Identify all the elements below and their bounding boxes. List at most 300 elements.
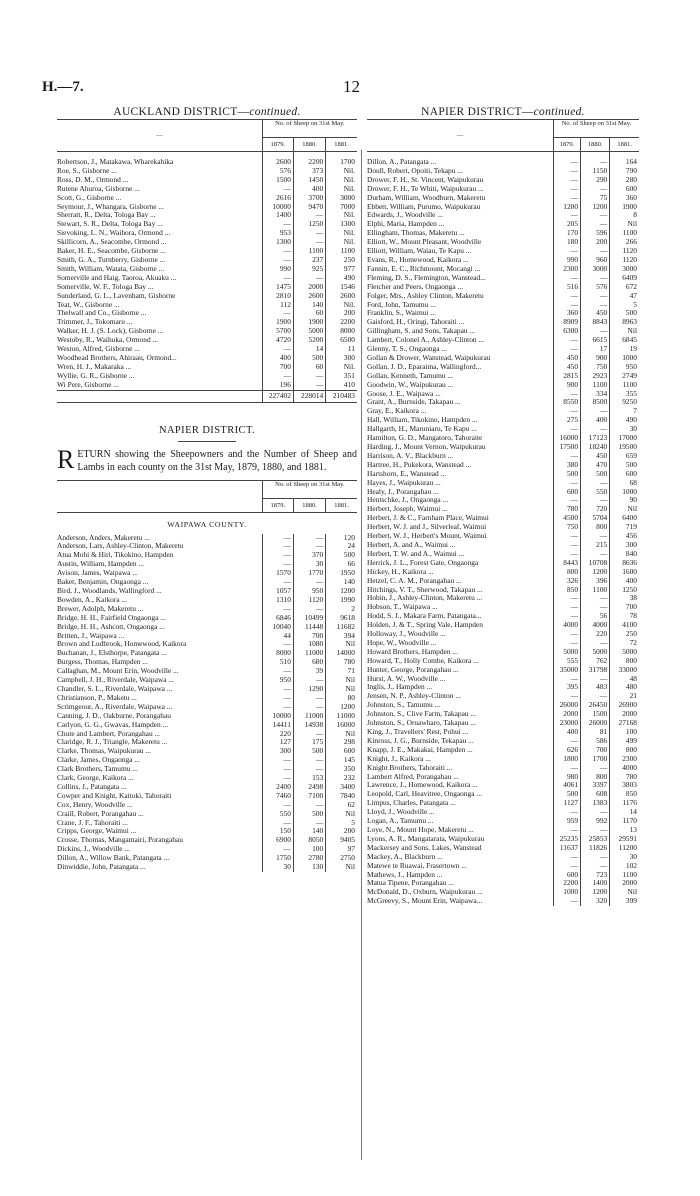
table-row — [367, 621, 639, 630]
owner-name: Claridge, R. J., Triangle, Makeretu ... — [57, 738, 168, 747]
table-row — [57, 542, 357, 551]
table-row — [57, 640, 357, 649]
sheep-count: — — [553, 853, 580, 862]
auckland-table — [57, 119, 357, 403]
table-row — [57, 256, 357, 265]
sheep-count: — — [262, 845, 293, 854]
table-row — [57, 774, 357, 783]
owner-name: Stewart, S. R., Delta, Tologa Bay ... — [57, 220, 163, 229]
sheep-count: 1057 — [262, 587, 293, 596]
sheep-count: 334 — [581, 390, 610, 399]
sheep-count: 395 — [553, 683, 580, 692]
sheep-count: 4061 — [553, 781, 580, 790]
table-row — [57, 845, 357, 854]
table-row — [57, 658, 357, 667]
sheep-count: — — [293, 605, 325, 614]
sheep-count: 1100 — [293, 247, 325, 256]
sheep-count: 3000 — [326, 194, 357, 203]
sheep-count: 2616 — [262, 194, 293, 203]
owner-name: Clark, George, Kaikora ... — [57, 774, 134, 783]
table-row — [367, 764, 639, 773]
sheep-count: 626 — [553, 746, 580, 755]
sheep-count: Nil — [326, 863, 357, 872]
owner-name: Hentschke, J., Ongaonga ... — [367, 496, 449, 505]
sheep-count: 5000 — [293, 327, 325, 336]
sheep-count: — — [262, 640, 293, 649]
table-row — [367, 710, 639, 719]
sheep-count: 1100 — [610, 871, 639, 880]
sheep-count: — — [293, 703, 325, 712]
sheep-count: — — [553, 194, 580, 203]
sheep-count: 1500 — [262, 176, 293, 185]
owner-name: Inglis, J., Hampden ... — [367, 683, 433, 692]
table-row — [367, 229, 639, 238]
owner-name: Hickey, H., Kaikora ... — [367, 567, 434, 576]
sheep-count: 31798 — [581, 666, 610, 675]
sheep-count: 1100 — [581, 586, 610, 595]
table-row — [367, 773, 639, 782]
sheep-count: — — [262, 765, 293, 774]
sheep-count: — — [581, 692, 610, 701]
sheep-count: 220 — [581, 630, 610, 639]
sheep-count: 2923 — [581, 372, 610, 381]
table-row — [57, 265, 357, 274]
table-row — [367, 309, 639, 318]
sheep-count: 71 — [326, 667, 357, 676]
sheep-count: — — [262, 247, 293, 256]
sheep-count: 250 — [610, 630, 639, 639]
owner-name: Baker, H. E., Seacombe, Gisborne ... — [57, 247, 166, 256]
sheep-count: 720 — [581, 505, 610, 514]
owner-name: Mathews, J., Hampden ... — [367, 870, 443, 879]
table-row — [57, 605, 357, 614]
sheep-count: 4720 — [262, 336, 293, 345]
sheep-count: 8443 — [553, 559, 580, 568]
sheep-count: 400 — [553, 728, 580, 737]
sheep-count: — — [581, 550, 610, 559]
sheep-count: 990 — [553, 256, 580, 265]
sheep-count: Nil — [326, 640, 357, 649]
table-row — [57, 381, 357, 390]
table-row — [367, 683, 639, 692]
total-value: 210483 — [326, 390, 357, 402]
heading-rule — [178, 441, 236, 442]
sheep-count: 596 — [581, 229, 610, 238]
table-row — [57, 587, 357, 596]
table-row — [367, 781, 639, 790]
sheep-count: 300 — [610, 541, 639, 550]
sheep-count: — — [553, 532, 580, 541]
county-heading-row — [57, 512, 357, 534]
sheep-count: 140 — [326, 578, 357, 587]
sheep-count: 555 — [553, 657, 580, 666]
owner-name: Austin, William, Hampden ... — [57, 560, 145, 569]
table-row — [57, 203, 357, 212]
owner-name: Lloyd, J., Woodville ... — [367, 808, 435, 817]
sheep-count: — — [262, 551, 293, 560]
owner-name: Callaghan, M., Mount Erin, Woodville ... — [57, 667, 179, 676]
owner-name: Gray, E., Kaikora ... — [367, 407, 427, 416]
owner-name: Woodhead Brothers, Ahiraau, Ormond... — [57, 353, 177, 362]
sheep-count: 11826 — [581, 844, 610, 853]
sheep-count: 17000 — [610, 434, 639, 443]
table-row — [57, 560, 357, 569]
sheep-count: 200 — [326, 309, 357, 318]
owner-name: Drower, F. H., Te Whiti, Waipukurau ... — [367, 184, 484, 193]
sheep-count: 5000 — [610, 648, 639, 657]
sheep-count: 1700 — [581, 755, 610, 764]
owner-name: Bridge, H. H., Fairfield Ongaonga ... — [57, 613, 166, 622]
table-row — [367, 648, 639, 657]
sheep-count: 14411 — [262, 721, 293, 730]
table-row — [367, 443, 639, 452]
sheep-count: 400 — [581, 416, 610, 425]
sheep-count: 2600 — [293, 292, 325, 301]
sheep-count: 11000 — [293, 649, 325, 658]
sheep-count: Nil — [610, 505, 639, 514]
sheep-count: 1120 — [293, 596, 325, 605]
sheep-count: 250 — [326, 256, 357, 265]
table-row — [57, 801, 357, 810]
sheep-count: 56 — [581, 612, 610, 621]
table-row — [57, 220, 357, 229]
sheep-count: 360 — [553, 309, 580, 318]
sheep-count: 8 — [610, 211, 639, 220]
sheep-count: — — [262, 756, 293, 765]
owner-name: Hamilton, G. D., Mangatoro, Tahoraite — [367, 434, 483, 443]
sheep-count: 3397 — [581, 781, 610, 790]
table-row — [367, 372, 639, 381]
sheep-count: — — [581, 862, 610, 871]
table-row — [57, 247, 357, 256]
table-row — [57, 301, 357, 310]
sheep-count: 19500 — [610, 443, 639, 452]
owner-name: McGreevy, S., Mount Erin, Waipawa... — [367, 897, 483, 906]
table-row — [57, 819, 357, 828]
sheep-count: 490 — [326, 274, 357, 283]
sheep-count: 950 — [262, 676, 293, 685]
sheep-count: 5700 — [262, 327, 293, 336]
year-header: 1880. — [293, 498, 325, 512]
sheep-count: 5 — [326, 819, 357, 828]
owner-name: Burgess, Thomas, Hampden ... — [57, 658, 148, 667]
sheep-count: — — [553, 211, 580, 220]
owner-name: Lambert, Colonel A., Ashley-Clinton ... — [367, 336, 485, 345]
sheep-count: 1450 — [293, 176, 325, 185]
table-row — [367, 737, 639, 746]
sheep-count: 499 — [610, 737, 639, 746]
sheep-count: — — [553, 390, 580, 399]
intro-text: ETURN showing the Sheepowners and the Number of Sheep and Lambs in each county on the 31st May, 1879, 1880, and 1881. — [77, 448, 357, 473]
sheep-count: — — [293, 819, 325, 828]
table-row — [367, 541, 639, 550]
owner-name: Goodwin, W., Waipukurau ... — [367, 380, 454, 389]
sheep-count: 27168 — [610, 719, 639, 728]
sheep-count: — — [553, 345, 580, 354]
sheep-count: 700 — [610, 603, 639, 612]
sheep-count: 900 — [581, 354, 610, 363]
sheep-count: 6615 — [581, 336, 610, 345]
sheep-count: 8000 — [262, 649, 293, 658]
sheep-count: — — [293, 534, 325, 543]
auckland-district-heading — [57, 105, 357, 119]
sheep-count: 3000 — [581, 265, 610, 274]
sheep-count: 1400 — [581, 879, 610, 888]
sheep-count-header: No. of Sheep on 31st May. — [262, 120, 357, 138]
table-row — [367, 505, 639, 514]
owner-name: Holloway, J., Woodville ... — [367, 630, 446, 639]
owner-name: Grant, A., Burnside, Takapau ... — [367, 398, 461, 407]
sheep-count: 500 — [293, 747, 325, 756]
owner-name: Ellingham, Thomas, Makeretu ... — [367, 229, 465, 238]
table-row — [367, 817, 639, 826]
table-row — [57, 283, 357, 292]
sheep-count: 1250 — [610, 586, 639, 595]
owner-name: Folger, Mrs., Ashley Clinton, Makeretu — [367, 291, 484, 300]
sheep-count: 373 — [293, 167, 325, 176]
owner-name: Doull, Robert, Opoiti, Tekapu ... — [367, 166, 463, 175]
table-row — [57, 167, 357, 176]
table-row — [367, 496, 639, 505]
owner-name: Hitchings, V. T., Sherwood, Takapau ... — [367, 585, 483, 594]
table-row — [367, 826, 639, 835]
sheep-count: 1100 — [610, 381, 639, 390]
sheep-count: — — [553, 630, 580, 639]
owner-name: Franklin, S., Waimui ... — [367, 309, 436, 318]
table-row — [367, 354, 639, 363]
sheep-count: — — [581, 211, 610, 220]
sheep-count: 170 — [553, 229, 580, 238]
owner-name: Somerville and Haig, Taoroa, Akuaku ... — [57, 273, 177, 282]
table-row — [57, 274, 357, 283]
table-row — [367, 336, 639, 345]
owner-name: Carlyon, G. G., Gwavas, Hampden ... — [57, 720, 169, 729]
sheep-count: — — [262, 694, 293, 703]
sheep-count: 5000 — [581, 648, 610, 657]
table-row — [57, 676, 357, 685]
owner-name: Elliott, W., Mount Pleasant, Woodville — [367, 238, 482, 247]
sheep-count: 2498 — [293, 783, 325, 792]
sheep-count: 81 — [581, 728, 610, 737]
sheep-count: 456 — [610, 532, 639, 541]
sheep-count: 500 — [581, 470, 610, 479]
sheep-count: 1900 — [610, 203, 639, 212]
sheep-count: 6400 — [610, 514, 639, 523]
sheep-count: 6900 — [262, 836, 293, 845]
sheep-count: 75 — [581, 194, 610, 203]
auckland-title: AUCKLAND DISTRICT— — [113, 106, 250, 118]
table-row — [367, 220, 639, 229]
table-row — [367, 479, 639, 488]
sheep-count: 840 — [610, 550, 639, 559]
sheep-count: 26900 — [610, 701, 639, 710]
sheep-count: — — [262, 345, 293, 354]
sheep-count: 60 — [293, 309, 325, 318]
sheep-count: 950 — [610, 363, 639, 372]
sheep-count: 11 — [326, 345, 357, 354]
column-divider — [361, 150, 362, 1160]
owner-name: Herbert, Joseph, Waimui ... — [367, 505, 448, 514]
sheep-count: 8000 — [326, 327, 357, 336]
owner-name: Anderson, Anders, Makeretu ... — [57, 533, 150, 542]
name-header — [57, 480, 262, 512]
sheep-count: — — [293, 372, 325, 381]
sheep-count: 800 — [553, 568, 580, 577]
sheep-count: — — [581, 479, 610, 488]
sheep-count-header: No. of Sheep on 31st May. — [553, 120, 639, 138]
owner-name: Ross, D. M., Ormond ... — [57, 175, 129, 184]
sheep-count: 9405 — [326, 836, 357, 845]
sheep-count: 490 — [610, 416, 639, 425]
owner-name: Fannin, E. C., Richmount, Mocangi ... — [367, 264, 481, 273]
sheep-count: 410 — [326, 381, 357, 390]
sheep-count: 4000 — [553, 621, 580, 630]
table-row — [367, 844, 639, 853]
sheep-count: 992 — [581, 817, 610, 826]
sheep-count: — — [553, 737, 580, 746]
sheep-count: 11682 — [326, 623, 357, 632]
sheep-count: 6500 — [326, 336, 357, 345]
table-row — [367, 238, 639, 247]
table-row — [367, 488, 639, 497]
owner-name: Wren, H. J., Makaraka ... — [57, 362, 132, 371]
table-row — [57, 623, 357, 632]
sheep-count: — — [293, 578, 325, 587]
year-header: 1881. — [610, 138, 639, 152]
sheep-count: 38 — [610, 594, 639, 603]
table-row — [57, 836, 357, 845]
owner-name: Hallgarth, H., Maruniaru, Te Kapu ... — [367, 425, 477, 434]
owner-name: Healy, J., Porangahau ... — [367, 487, 439, 496]
sheep-count: 723 — [581, 871, 610, 880]
table-row — [367, 265, 639, 274]
owner-name: Matewe te Ruawai, Frasertown ... — [367, 861, 467, 870]
owner-name: Hobson, T., Waipawa ... — [367, 603, 438, 612]
sheep-count: 10040 — [262, 623, 293, 632]
table-row — [367, 888, 639, 897]
sheep-count: — — [581, 301, 610, 310]
sheep-count: 6300 — [553, 327, 580, 336]
owner-name: Clarke, Thomas, Waipukurau ... — [57, 747, 151, 756]
owner-name: Goose, J. E., Waipawa ... — [367, 389, 441, 398]
year-header: 1881. — [326, 138, 357, 152]
sheep-count: — — [553, 808, 580, 817]
owner-name: Dickins, J., Woodville ... — [57, 845, 130, 854]
table-row — [367, 719, 639, 728]
year-header: 1880. — [581, 138, 610, 152]
sheep-count: 9250 — [610, 398, 639, 407]
sheep-count: 237 — [293, 256, 325, 265]
sheep-count: 2750 — [326, 854, 357, 863]
sheep-count: 25853 — [581, 835, 610, 844]
sheep-count: — — [262, 819, 293, 828]
table-row — [367, 586, 639, 595]
sheep-count: 800 — [610, 746, 639, 755]
sheep-count: 150 — [262, 827, 293, 836]
sheep-count: 140 — [293, 301, 325, 310]
sheep-count: — — [262, 801, 293, 810]
sheep-count: 350 — [326, 765, 357, 774]
owner-name: Howard Brothers, Hampden ... — [367, 647, 458, 656]
table-row — [367, 630, 639, 639]
sheep-count: 360 — [610, 194, 639, 203]
owner-name: Jensen, N. P., Ashley-Clinton ... — [367, 692, 461, 701]
sheep-count: 2200 — [293, 152, 325, 167]
sheep-count: 17 — [581, 345, 610, 354]
table-row — [367, 152, 639, 167]
sheep-count: — — [581, 220, 610, 229]
sheep-count: 500 — [293, 810, 325, 819]
table-row — [57, 327, 357, 336]
owner-name: Loye, N., Mount Hope, Makeretu ... — [367, 825, 474, 834]
owner-name: Avison, James, Waipawa ... — [57, 569, 138, 578]
table-row — [57, 345, 357, 354]
sheep-count: 500 — [326, 551, 357, 560]
sheep-count: 21 — [610, 692, 639, 701]
sheep-count: 60 — [293, 363, 325, 372]
table-row — [57, 765, 357, 774]
sheep-count: 2200 — [553, 879, 580, 888]
owner-name: Smith, William, Watata, Gisborne ... — [57, 264, 165, 273]
sheep-count: 600 — [553, 871, 580, 880]
table-row — [367, 211, 639, 220]
sheep-count: 90 — [610, 496, 639, 505]
sheep-count: 1300 — [262, 238, 293, 247]
sheep-count: 953 — [262, 229, 293, 238]
table-row — [367, 452, 639, 461]
owner-name: Lyons, A. R., Mangatarata, Waipukurau — [367, 834, 485, 843]
sheep-count: 300 — [262, 747, 293, 756]
sheep-count: 130 — [293, 863, 325, 872]
sheep-count: 8500 — [581, 398, 610, 407]
owner-name: Fleming, D. S., Flemington, Wanstead... — [367, 273, 486, 282]
sheep-count: — — [293, 756, 325, 765]
table-row — [57, 810, 357, 819]
table-row — [367, 283, 639, 292]
sheep-count: 2000 — [293, 283, 325, 292]
table-row — [57, 578, 357, 587]
sheep-count: 2000 — [610, 710, 639, 719]
owner-name: Sunderland, G. L., Lavenham, Gisborne — [57, 291, 176, 300]
sheep-count: 78 — [610, 612, 639, 621]
owner-name: Smith, G. A., Turnberry, Gisborne ... — [57, 255, 166, 264]
sheep-count: — — [553, 603, 580, 612]
table-row — [57, 632, 357, 641]
sheep-count: 1290 — [293, 685, 325, 694]
sheep-count: 500 — [553, 790, 580, 799]
sheep-count: 30 — [610, 853, 639, 862]
owner-name: King, J., Travellers' Rest, Pohui ... — [367, 728, 469, 736]
sheep-count: — — [581, 425, 610, 434]
sheep-count: Nil — [610, 327, 639, 336]
sheep-count: 400 — [293, 185, 325, 194]
sheep-count: 719 — [610, 523, 639, 532]
sheep-count: — — [293, 238, 325, 247]
sheep-count: 450 — [581, 309, 610, 318]
county-heading: WAIPAWA COUNTY. — [167, 519, 247, 529]
owner-name: Gollan, J. D., Eparaima, Wallingford... — [367, 362, 482, 371]
table-row — [367, 532, 639, 541]
sheep-count: 1120 — [610, 247, 639, 256]
sheep-count: — — [553, 185, 580, 194]
sheep-count: 4100 — [610, 621, 639, 630]
sheep-count: 1600 — [610, 568, 639, 577]
owner-name: Herbert, T. W. and A., Waimui ... — [367, 549, 465, 558]
sheep-count: 10000 — [262, 712, 293, 721]
table-row — [367, 318, 639, 327]
napier-table — [367, 119, 639, 906]
table-row — [57, 827, 357, 836]
